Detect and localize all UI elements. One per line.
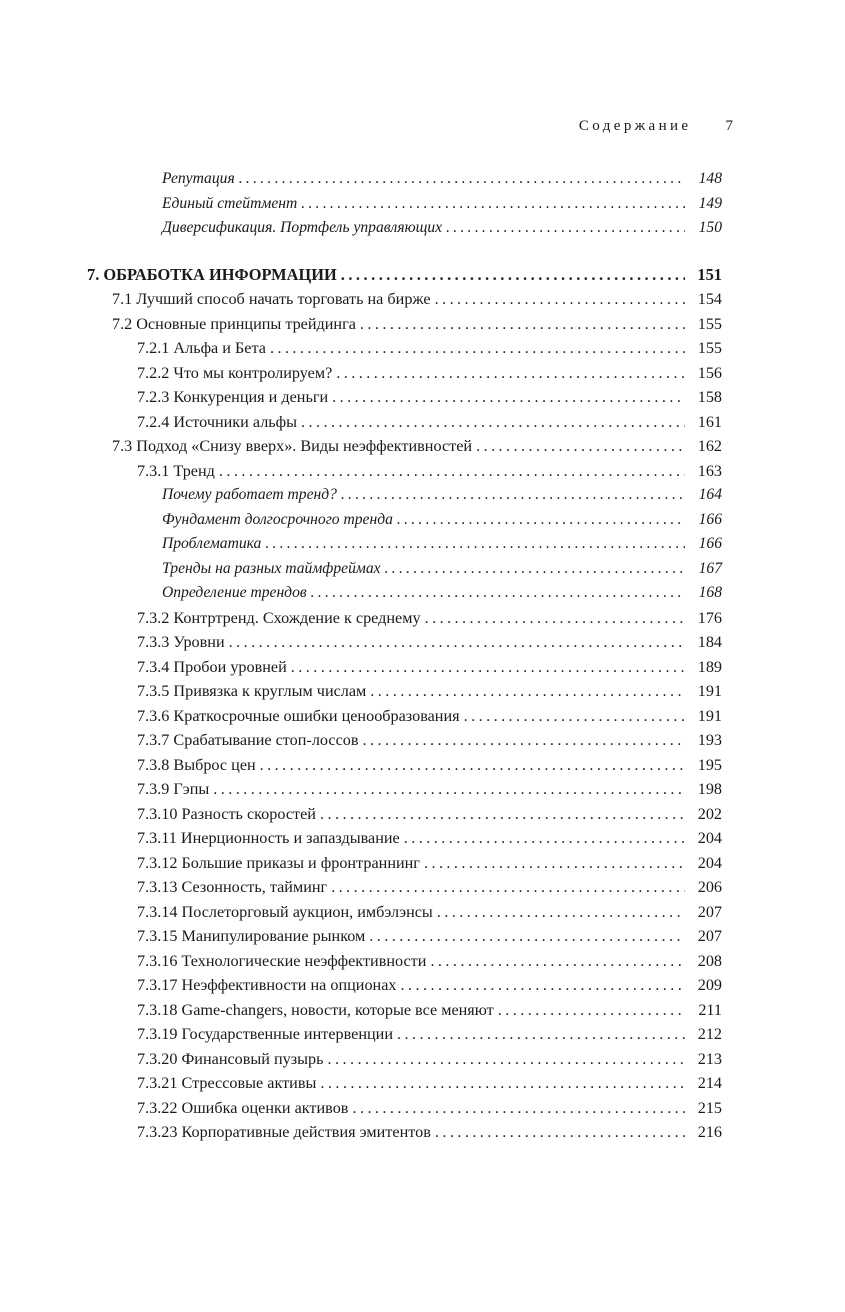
toc-entry — [112, 312, 722, 337]
toc-entry — [112, 434, 722, 459]
dot-leader — [435, 287, 685, 312]
dot-leader — [476, 434, 685, 459]
toc-entry — [162, 192, 722, 217]
dot-leader — [385, 557, 685, 582]
toc-entry-title: 7.3.21 Стрессовые активы — [137, 1074, 317, 1092]
toc-entry — [137, 1022, 722, 1047]
dot-leader — [320, 802, 685, 827]
toc-entry-page: 161 — [697, 412, 722, 431]
toc-entry-page: 176 — [697, 608, 722, 627]
toc-entry — [162, 216, 722, 241]
toc-entry-page: 204 — [697, 829, 722, 847]
toc-entry-title: 7.2 Основные принципы трейдинга — [112, 314, 356, 333]
toc-entry-page: 162 — [697, 437, 722, 455]
toc-entry — [137, 630, 722, 655]
toc-entry-page: 164 — [698, 486, 722, 503]
toc-entry-title: Репутация — [162, 170, 235, 187]
toc-entry-page: 166 — [698, 510, 722, 528]
toc-entry-page: 215 — [697, 1098, 722, 1117]
toc-entry-title: 7.3.16 Технологические неэффективности — [137, 951, 427, 970]
toc-entry-page: 148 — [698, 170, 722, 187]
toc-entry-title: Фундамент долгосрочного тренда — [162, 510, 393, 528]
toc-entry-title: 7.3.19 Государственные интервенции — [137, 1025, 393, 1043]
toc-entry-title: 7.2.2 Что мы контролируем? — [137, 363, 333, 382]
toc-entry-page: 206 — [697, 878, 722, 896]
toc-entry — [162, 508, 722, 533]
toc-entry-title: 7.3.7 Срабатывание стоп-лоссов — [137, 731, 359, 749]
dot-leader — [446, 216, 685, 241]
toc-entry-page: 216 — [697, 1123, 722, 1141]
toc-entry — [162, 167, 722, 192]
toc-entry-page: 212 — [697, 1025, 722, 1043]
toc-entry-title: 7.3.17 Неэффективности на опционах — [137, 976, 397, 994]
dot-leader — [270, 336, 685, 361]
dot-leader — [341, 483, 685, 508]
toc-entry-page: 155 — [697, 314, 722, 333]
toc-entry-title: 7.3.13 Сезонность, тайминг — [137, 878, 328, 896]
dot-leader — [213, 777, 685, 802]
dot-leader — [332, 385, 685, 410]
toc-entry-title: 7.3.9 Гэпы — [137, 780, 210, 798]
dot-leader — [464, 704, 685, 729]
toc-entry-page: 204 — [697, 853, 722, 872]
toc-entry — [137, 924, 722, 949]
toc-entry — [162, 557, 722, 582]
toc-entry — [137, 949, 722, 974]
dot-leader — [370, 679, 685, 704]
toc-entry-title: 7.3.6 Краткосрочные ошибки ценообразования — [137, 706, 460, 725]
toc-entry-title: 7.3.20 Финансовый пузырь — [137, 1049, 324, 1068]
toc-entry — [137, 336, 722, 361]
dot-leader — [360, 312, 685, 337]
toc-entry-title: Определение трендов — [162, 584, 307, 601]
dot-leader — [352, 1096, 685, 1121]
toc-entry — [137, 361, 722, 386]
toc-entry — [137, 1071, 722, 1096]
dot-leader — [437, 900, 685, 925]
dot-leader — [424, 851, 685, 876]
toc-entry-title: 7.3.10 Разность скоростей — [137, 804, 316, 823]
toc-entry-page: 156 — [697, 363, 722, 382]
toc-entry-title: 7.3.23 Корпоративные действия эмитентов — [137, 1123, 431, 1141]
dot-leader — [291, 655, 685, 680]
toc-entry-page: 167 — [698, 559, 722, 577]
toc-entry-page: 202 — [697, 804, 722, 823]
toc-entry-page: 151 — [697, 264, 722, 284]
toc-entry — [137, 459, 722, 484]
toc-entry-page: 155 — [697, 339, 722, 357]
toc-entry — [162, 581, 722, 606]
toc-entry-page: 168 — [698, 584, 722, 601]
toc-entry — [137, 606, 722, 631]
toc-entry-page: 208 — [697, 951, 722, 970]
toc-entry-page: 150 — [698, 219, 722, 236]
toc-entry-page: 195 — [697, 755, 722, 774]
running-header-title: Содержание — [578, 118, 692, 134]
toc-entry-title: Единый стейтмент — [162, 194, 298, 212]
toc-entry-page: 198 — [697, 780, 722, 798]
running-header — [0, 118, 733, 135]
toc-entry-page: 184 — [697, 633, 722, 651]
toc-entry-page: 163 — [697, 461, 722, 480]
toc-entry — [137, 1047, 722, 1072]
toc-entry — [137, 826, 722, 851]
toc-entry-page: 166 — [698, 535, 722, 552]
dot-leader — [425, 606, 685, 631]
toc-entry — [137, 973, 722, 998]
dot-leader — [239, 167, 685, 192]
toc-entry-title: 7.2.4 Источники альфы — [137, 412, 298, 431]
dot-leader — [320, 1071, 685, 1096]
toc-entry-page: 214 — [697, 1074, 722, 1092]
toc-entry — [137, 1096, 722, 1121]
toc-entry-title: Почему работает тренд? — [162, 486, 337, 503]
toc-entry — [137, 875, 722, 900]
toc-entry — [137, 851, 722, 876]
toc-entry — [137, 704, 722, 729]
dot-leader — [260, 753, 685, 778]
toc-entry-page: 191 — [697, 682, 722, 700]
toc-entry-page: 207 — [697, 927, 722, 945]
toc-entry — [137, 385, 722, 410]
dot-leader — [435, 1120, 685, 1145]
toc-entry-title: 7.3.2 Контртренд. Схождение к среднему — [137, 608, 421, 627]
toc-entry-page: 193 — [697, 731, 722, 749]
toc-entry-title: 7.3.8 Выброс цен — [137, 755, 256, 774]
toc-entry-title: 7.3.5 Привязка к круглым числам — [137, 682, 367, 700]
dot-leader — [301, 410, 685, 435]
toc-entry-page: 213 — [697, 1049, 722, 1068]
toc-entry-title: 7.2.3 Конкуренция и деньги — [137, 388, 329, 406]
toc-entry-title: 7.3.11 Инерционность и запаздывание — [137, 829, 400, 847]
dot-leader — [328, 1047, 686, 1072]
dot-leader — [363, 728, 686, 753]
dot-leader — [369, 924, 685, 949]
dot-leader — [219, 459, 685, 484]
toc-entry-title: 7.3.3 Уровни — [137, 633, 225, 651]
toc-entry-title: 7.3 Подход «Снизу вверх». Виды неэффективностей — [112, 437, 473, 455]
page-number: 7 — [725, 118, 733, 134]
toc-entry-title: Тренды на разных таймфреймах — [162, 559, 381, 577]
toc-entry-title: Проблематика — [162, 535, 262, 552]
dot-leader — [397, 508, 685, 533]
toc-entry — [137, 655, 722, 680]
toc-entry-title: 7.3.22 Ошибка оценки активов — [137, 1098, 349, 1117]
dot-leader — [331, 875, 685, 900]
toc-entry-title: 7.3.18 Game-changers, новости, которые все меняют — [137, 1000, 494, 1019]
toc-entry — [162, 483, 722, 508]
dot-leader — [265, 532, 685, 557]
dot-leader — [498, 998, 685, 1023]
toc-entry-title: 7.3.15 Манипулирование рынком — [137, 927, 366, 945]
toc-entry-title: 7.2.1 Альфа и Бета — [137, 339, 266, 357]
toc-entry-page: 209 — [697, 976, 722, 994]
toc-entry — [137, 998, 722, 1023]
toc-entry-page: 211 — [698, 1000, 722, 1019]
toc-entry-page: 158 — [697, 388, 722, 406]
toc-entry-title: 7. ОБРАБОТКА ИНФОРМАЦИИ — [87, 264, 337, 284]
dot-leader — [341, 263, 685, 288]
toc-entry — [137, 802, 722, 827]
toc-entry-page: 154 — [697, 290, 722, 308]
toc-entry-title: 7.3.12 Большие приказы и фронтраннинг — [137, 853, 420, 872]
dot-leader — [400, 973, 685, 998]
toc-chapter-entry — [87, 263, 722, 288]
toc-entry — [137, 753, 722, 778]
dot-leader — [336, 361, 685, 386]
toc-entry — [137, 777, 722, 802]
toc-entry-page: 149 — [698, 194, 722, 212]
toc-entry-title: Диверсификация. Портфель управляющих — [162, 219, 443, 236]
dot-leader — [404, 826, 685, 851]
toc-entry-title: 7.3.14 Послеторговый аукцион, имбэлэнсы — [137, 902, 433, 921]
dot-leader — [430, 949, 685, 974]
dot-leader — [311, 581, 685, 606]
toc-entry-page: 207 — [697, 902, 722, 921]
table-of-contents — [0, 167, 845, 1145]
toc-entry-title: 7.1 Лучший способ начать торговать на бирже — [112, 290, 431, 308]
toc-entry — [162, 532, 722, 557]
dot-leader — [397, 1022, 685, 1047]
toc-entry — [112, 287, 722, 312]
toc-entry-title: 7.3.1 Тренд — [137, 461, 215, 480]
toc-entry — [137, 900, 722, 925]
toc-entry — [137, 1120, 722, 1145]
toc-entry-title: 7.3.4 Пробои уровней — [137, 657, 287, 676]
toc-entry — [137, 679, 722, 704]
toc-entry-page: 191 — [697, 706, 722, 725]
dot-leader — [301, 192, 685, 217]
dot-leader — [229, 630, 685, 655]
toc-entry-page: 189 — [697, 657, 722, 676]
toc-entry — [137, 728, 722, 753]
toc-entry — [137, 410, 722, 435]
